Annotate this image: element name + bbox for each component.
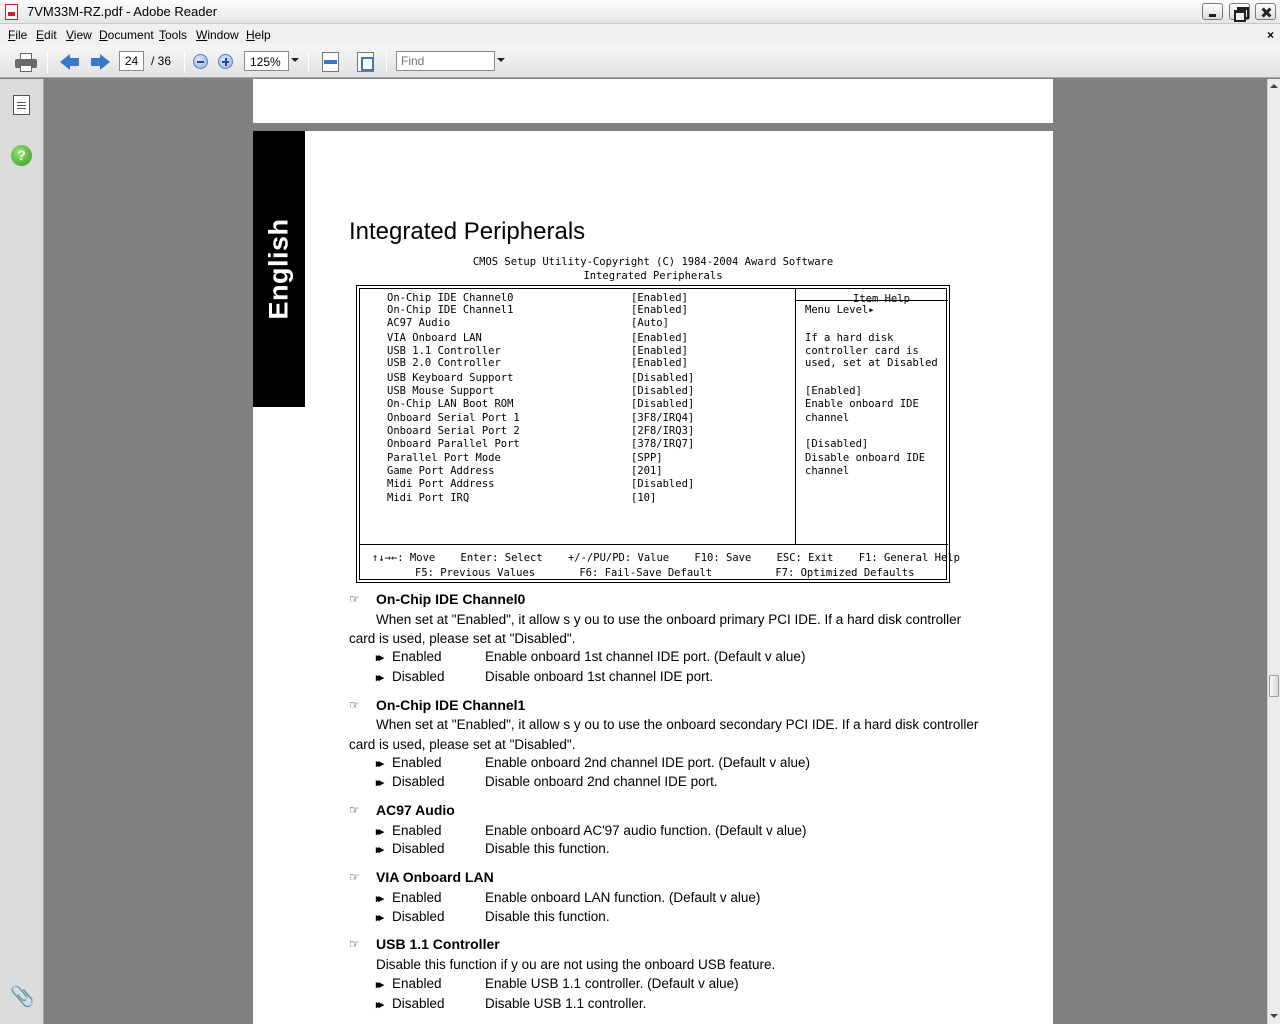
bios-item-value: [Disabled] [631, 398, 695, 410]
menu-file[interactable]: File [8, 28, 28, 42]
option-description: Enable onboard 1st channel IDE port. (Default v alue) [485, 649, 806, 664]
option-name: Enabled [392, 649, 442, 664]
option-name: Enabled [392, 890, 442, 905]
bios-help-line: Menu Level▸ [805, 304, 875, 316]
section-paragraph: When set at "Enabled", it allow s y ou to use the onboard secondary PCI IDE. If a hard disk controller [376, 717, 979, 732]
pointing-hand-icon: ☞ [349, 803, 360, 817]
option-name: Enabled [392, 755, 442, 770]
bios-help-line: [Disabled] [805, 438, 869, 450]
vertical-scrollbar[interactable] [1267, 79, 1280, 1024]
bios-item-name: Midi Port IRQ [387, 492, 470, 504]
menu-window[interactable]: Window [196, 28, 239, 42]
navigation-pane [0, 79, 44, 1024]
pdf-page [253, 131, 1053, 1024]
bios-item-name: Midi Port Address [387, 478, 495, 490]
bios-item-help-title: Item Help [853, 293, 910, 305]
pointing-hand-icon: ☞ [349, 870, 360, 884]
print-icon[interactable] [15, 52, 37, 72]
option-description: Disable onboard 1st channel IDE port. [485, 669, 714, 684]
attachments-icon[interactable]: 📎 [10, 986, 35, 1008]
option-description: Enable onboard AC'97 audio function. (Default v alue) [485, 823, 807, 838]
fit-page-button[interactable] [357, 52, 374, 72]
section-paragraph: card is used, please set at "Disabled". [349, 631, 576, 646]
section-paragraph: card is used, please set at "Disabled". [349, 737, 576, 752]
option-name: Disabled [392, 909, 445, 924]
option-name: Enabled [392, 976, 442, 991]
window-title: 7VM33M-RZ.pdf - Adobe Reader [27, 4, 218, 19]
bios-item-name: On-Chip IDE Channel1 [387, 304, 514, 316]
section-title: AC97 Audio [376, 802, 455, 818]
pdf-file-icon [5, 4, 18, 20]
bios-help-line: [Enabled] [805, 385, 862, 397]
restore-button[interactable] [1229, 3, 1250, 20]
bios-item-name: USB Keyboard Support [387, 372, 514, 384]
previous-page-bottom [253, 79, 1053, 123]
fit-width-button[interactable] [322, 52, 339, 72]
scroll-down-arrow-icon[interactable] [1268, 1009, 1280, 1023]
bios-screen [356, 285, 960, 583]
pointing-hand-icon: ☞ [349, 698, 360, 712]
section-paragraph: When set at "Enabled", it allow s y ou to use the onboard primary PCI IDE. If a hard disk controller [376, 612, 962, 627]
zoom-dropdown-arrow-icon[interactable] [291, 58, 299, 62]
double-arrow-icon: ▸▸ [376, 999, 382, 1011]
option-description: Enable USB 1.1 controller. (Default v alue) [485, 976, 739, 991]
menu-tools[interactable]: Tools [159, 28, 188, 42]
option-name: Disabled [392, 774, 445, 789]
option-name: Disabled [392, 996, 445, 1011]
bios-help-line: If a hard disk [805, 332, 894, 344]
option-description: Enable onboard 2nd channel IDE port. (Default v alue) [485, 755, 810, 770]
bios-item-name: USB 1.1 Controller [387, 345, 501, 357]
bios-item-value: [Enabled] [631, 357, 688, 369]
bios-item-value: [Enabled] [631, 304, 688, 316]
bios-footer-line2: F5: Previous Values F6: Fail-Save Default F7: Optimized Defaults [415, 567, 915, 579]
toolbar-separator [386, 51, 387, 73]
scroll-up-arrow-icon[interactable] [1268, 79, 1280, 93]
bios-item-name: AC97 Audio [387, 317, 451, 329]
close-window-button[interactable] [1255, 3, 1276, 20]
bios-item-value: [201] [631, 465, 663, 477]
option-name: Enabled [392, 823, 442, 838]
option-name: Disabled [392, 841, 445, 856]
double-arrow-icon: ▸▸ [376, 758, 382, 770]
double-arrow-icon: ▸▸ [376, 652, 382, 664]
bios-item-value: [Enabled] [631, 292, 688, 304]
previous-page-button[interactable] [60, 52, 80, 72]
option-description: Disable USB 1.1 controller. [485, 996, 647, 1011]
next-page-button[interactable] [90, 52, 110, 72]
scroll-thumb[interactable] [1269, 675, 1279, 697]
bios-item-name: On-Chip IDE Channel0 [387, 292, 514, 304]
option-name: Disabled [392, 669, 445, 684]
bios-screen-inner [359, 288, 960, 580]
bios-item-value: [3F8/IRQ4] [631, 412, 695, 424]
bios-item-value: [Disabled] [631, 478, 695, 490]
double-arrow-icon: ▸▸ [376, 826, 382, 838]
bios-help-line: Enable onboard IDE [805, 398, 919, 410]
bios-item-value: [10] [631, 492, 657, 504]
page-total: / 36 [151, 54, 172, 68]
zoom-level-select[interactable]: 125% [244, 51, 289, 71]
bios-item-name: Onboard Serial Port 1 [387, 412, 520, 424]
page-number-input[interactable] [119, 51, 144, 71]
bios-item-value: [Enabled] [631, 345, 688, 357]
bios-item-value: [SPP] [631, 452, 663, 464]
option-description: Disable this function. [485, 909, 610, 924]
bios-divider [360, 544, 948, 545]
bios-item-value: [Auto] [631, 317, 669, 329]
toolbar-separator [184, 51, 185, 73]
bios-divider [795, 289, 796, 544]
bios-item-name: USB 2.0 Controller [387, 357, 501, 369]
double-arrow-icon: ▸▸ [376, 672, 382, 684]
toolbar [0, 45, 1280, 78]
bios-footer-line1: ↑↓→←: Move Enter: Select +/-/PU/PD: Value F10: Save ESC: Exit F1: General Help [372, 552, 960, 564]
bios-item-name: USB Mouse Support [387, 385, 495, 397]
pointing-hand-icon: ☞ [349, 937, 360, 951]
double-arrow-icon: ▸▸ [376, 979, 382, 991]
option-description: Enable onboard LAN function. (Default v alue) [485, 890, 761, 905]
bios-help-line: used, set at Disabled [805, 357, 938, 369]
section-title: On-Chip IDE Channel0 [376, 591, 526, 607]
bios-item-name: On-Chip LAN Boot ROM [387, 398, 514, 410]
minimize-button[interactable] [1202, 3, 1223, 20]
section-title: VIA Onboard LAN [376, 869, 494, 885]
pointing-hand-icon: ☞ [349, 592, 360, 606]
double-arrow-icon: ▸▸ [376, 844, 382, 856]
help-icon[interactable]: ? [11, 145, 32, 166]
bios-header-line1: CMOS Setup Utility-Copyright (C) 1984-2004 Award Software [472, 256, 834, 268]
bios-header-line2: Integrated Peripherals [583, 270, 723, 282]
menu-view[interactable]: View [66, 28, 92, 42]
section-paragraph: Disable this function if y ou are not using the onboard USB feature. [376, 957, 776, 972]
bios-help-line: channel [805, 412, 850, 424]
bios-item-value: [Enabled] [631, 332, 688, 344]
document-view[interactable] [45, 79, 1267, 1024]
bios-item-name: Onboard Parallel Port [387, 438, 520, 450]
toolbar-separator [47, 51, 48, 73]
section-title: USB 1.1 Controller [376, 936, 500, 952]
pages-panel-icon[interactable] [13, 95, 30, 115]
section-title: On-Chip IDE Channel1 [376, 697, 526, 713]
find-dropdown-arrow-icon[interactable] [497, 58, 505, 62]
bios-item-name: Game Port Address [387, 465, 495, 477]
bios-help-line: controller card is [805, 345, 919, 357]
double-arrow-icon: ▸▸ [376, 912, 382, 924]
title-bar [0, 0, 1280, 24]
page-heading: Integrated Peripherals [349, 218, 586, 245]
bios-item-name: Onboard Serial Port 2 [387, 425, 520, 437]
language-tab [253, 131, 305, 407]
zoom-out-button[interactable] [193, 54, 208, 69]
menu-help[interactable]: Help [246, 28, 271, 42]
option-description: Disable onboard 2nd channel IDE port. [485, 774, 718, 789]
bios-item-value: [Disabled] [631, 372, 695, 384]
bios-item-value: [Disabled] [631, 385, 695, 397]
option-description: Disable this function. [485, 841, 610, 856]
double-arrow-icon: ▸▸ [376, 777, 382, 789]
bios-help-line: Disable onboard IDE [805, 452, 926, 464]
language-tab-label: English [263, 218, 294, 320]
double-arrow-icon: ▸▸ [376, 893, 382, 905]
bios-help-line: channel [805, 465, 850, 477]
menu-file-rest: ile [15, 28, 28, 42]
toolbar-separator [308, 51, 309, 73]
zoom-in-button[interactable] [218, 54, 233, 69]
bios-item-name: Parallel Port Mode [387, 452, 501, 464]
bios-item-value: [2F8/IRQ3] [631, 425, 695, 437]
find-input[interactable] [396, 51, 495, 71]
menu-edit[interactable]: Edit [36, 28, 57, 42]
menu-bar [0, 24, 1280, 45]
bios-item-name: VIA Onboard LAN [387, 332, 482, 344]
bios-item-value: [378/IRQ7] [631, 438, 695, 450]
close-document-button[interactable]: × [1266, 28, 1274, 42]
menu-document[interactable]: Document [99, 28, 154, 42]
